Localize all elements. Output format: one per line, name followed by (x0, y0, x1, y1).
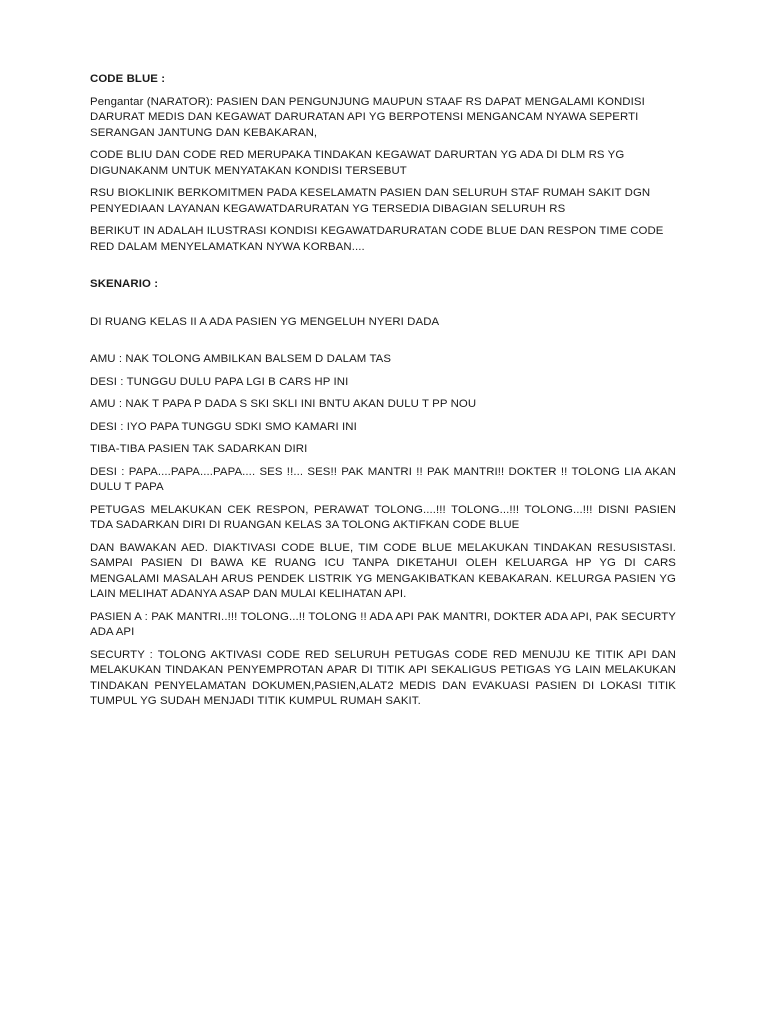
document-heading: CODE BLUE : (90, 73, 166, 85)
dialogue-line: TIBA-TIBA PASIEN TAK SADARKAN DIRI (90, 443, 308, 455)
intro-paragraph-narrator: Pengantar (NARATOR): PASIEN DAN PENGUNJUNG MAUPUN STAAF RS DAPAT MENGALAMI KONDISI DARURAT MEDIS DAN KEGAWAT DARURATAN API YG BERPOTENSI MENGANCAM NYAWA SEPERTI SERANGAN JANTUNG DAN KEBAKARAN, (90, 95, 645, 139)
narrative-paragraph: PETUGAS MELAKUKAN CEK RESPON, PERAWAT TOLONG....!!! TOLONG...!!! TOLONG...!!! DISNI PASIEN TDA SADARKAN DIRI DI RUANGAN KELAS 3A TOLONG AKTIFKAN CODE BLUE (90, 503, 676, 531)
scenario-heading: SKENARIO : (90, 278, 159, 290)
dialogue-line: DESI : PAPA....PAPA....PAPA.... SES !!... SES!! PAK MANTRI !! PAK MANTRI!! DOKTER !! TOLONG LIA AKAN DULU T PAPA (90, 465, 676, 493)
intro-paragraph-codes: CODE BLIU DAN CODE RED MERUPAKA TINDAKAN KEGAWAT DARURTAN YG ADA DI DLM RS YG DIGUNAKANM UNTUK MENYATAKAN KONDISI TERSEBUT (90, 149, 625, 177)
dialogue-line: DESI : IYO PAPA TUNGGU SDKI SMO KAMARI INI (90, 420, 357, 433)
narrative-paragraph: SECURTY : TOLONG AKTIVASI CODE RED SELURUH PETUGAS CODE RED MENUJU KE TITIK API DAN MELAKUKAN TINDAKAN PENYEMPROTAN APAR DI TITIK API SEKALIGUS PETIGAS YG LAIN MELAKUKAN TINDAKAN PENYELAMATAN DOKUMEN,PASIEN,ALAT2 MEDIS DAN EVAKUASI PASIEN DI LOKASI TITIK TUMPUL YG SUDAH MENJADI TITIK KUMPUL RUMAH SAKIT. (90, 648, 676, 707)
dialogue-line: DESI : TUNGGU DULU PAPA LGI B CARS HP INI (90, 375, 349, 388)
scenario-setting: DI RUANG KELAS II A ADA PASIEN YG MENGELUH NYERI DADA (90, 315, 440, 328)
document-body (90, 72, 676, 717)
dialogue-line: AMU : NAK TOLONG AMBILKAN BALSEM D DALAM TAS (90, 353, 392, 365)
intro-paragraph-commitment: RSU BIOKLINIK BERKOMITMEN PADA KESELAMATN PASIEN DAN SELURUH STAF RUMAH SAKIT DGN PENYEDIAAN LAYANAN KEGAWATDARURATAN YG TERSEDIA DIBAGIAN SELURUH RS (90, 187, 651, 215)
intro-paragraph-illustration: BERIKUT IN ADALAH ILUSTRASI KONDISI KEGAWATDARURATAN CODE BLUE DAN RESPON TIME CODE RED DALAM MENYELAMATKAN NYWA KORBAN.... (90, 225, 664, 253)
dialogue-line: AMU : NAK T PAPA P DADA S SKI SKLI INI BNTU AKAN DULU T PP NOU (90, 398, 477, 410)
narrative-paragraph: PASIEN A : PAK MANTRI..!!! TOLONG...!! TOLONG !! ADA API PAK MANTRI, DOKTER ADA API, PAK SECURTY ADA API (90, 610, 676, 638)
narrative-paragraph: DAN BAWAKAN AED. DIAKTIVASI CODE BLUE, TIM CODE BLUE MELAKUKAN TINDAKAN RESUSISTASI. SAMPAI PASIEN DI BAWA KE RUANG ICU TANPA DIKETAHUI OLEH KELUARGA HP YG DI CARS MENGALAMI MASALAH ARUS PENDEK LISTRIK YG MENGAKIBATKAN KEBAKARAN. KELURGA PASIEN YG LAIN MELIHAT ADANYA ASAP DAN MULAI KELIHATAN API. (90, 541, 676, 600)
